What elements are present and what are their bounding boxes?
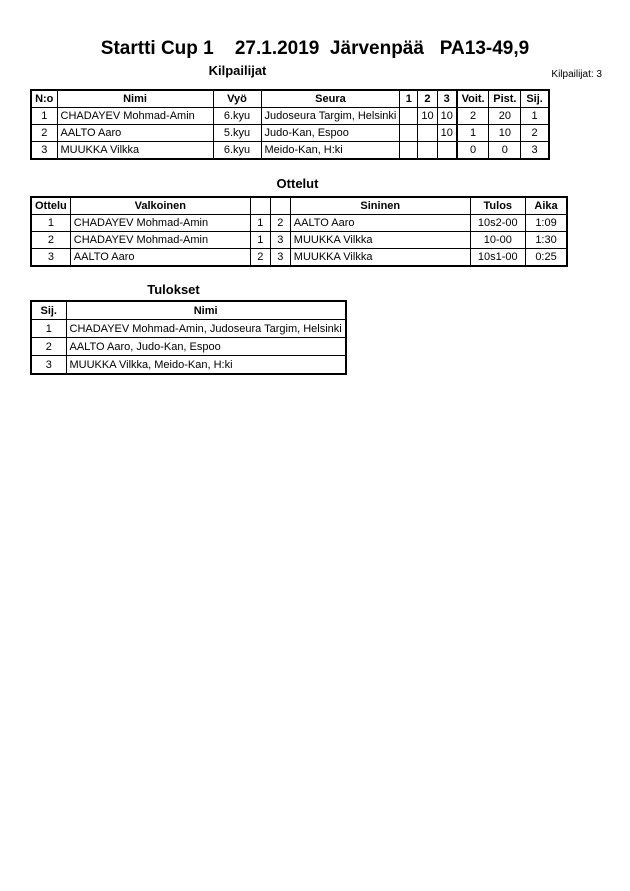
table-cell: CHADAYEV Mohmad-Amin (70, 232, 250, 249)
table-cell: MUUKKA Vilkka (290, 232, 470, 249)
table-cell: 10 (437, 125, 457, 142)
table-cell: Meido-Kan, H:ki (261, 142, 400, 160)
table-header-row (31, 90, 549, 108)
table-cell: 1 (457, 125, 489, 142)
column-header (250, 197, 270, 215)
table-cell: MUUKKA Vilkka (57, 142, 213, 160)
table-cell: Judo-Kan, Espoo (261, 125, 400, 142)
table-cell: 3 (31, 249, 70, 267)
column-header: Ottelu (31, 197, 70, 215)
table-cell: 2 (31, 125, 57, 142)
table-cell: Judoseura Targim, Helsinki (261, 108, 400, 125)
ottelut-heading: Ottelut (276, 176, 319, 191)
table-cell: 2 (521, 125, 549, 142)
table-cell (400, 125, 418, 142)
table-cell: 2 (270, 215, 290, 232)
table-row (31, 320, 346, 338)
kilpailijat-heading: Kilpailijat (208, 63, 267, 78)
column-header: 3 (437, 90, 457, 108)
table-cell: 1 (521, 108, 549, 125)
table-cell: 2 (31, 338, 66, 356)
table-cell: 2 (31, 232, 70, 249)
table-cell: CHADAYEV Mohmad-Amin (57, 108, 213, 125)
table-cell: CHADAYEV Mohmad-Amin, Judoseura Targim, Helsinki (66, 320, 346, 338)
table-cell: 5.kyu (213, 125, 261, 142)
table-cell: 20 (489, 108, 521, 125)
column-header: Voit. (457, 90, 489, 108)
table-cell: 10s2-00 (470, 215, 525, 232)
table-row (31, 108, 549, 125)
column-header: Aika (525, 197, 567, 215)
column-header: N:o (31, 90, 57, 108)
table-cell: 10s1-00 (470, 249, 525, 267)
table-cell: 10 (489, 125, 521, 142)
table-cell: 3 (31, 142, 57, 160)
table-cell: 10 (437, 108, 457, 125)
table-cell (418, 125, 437, 142)
table-cell: 10 (418, 108, 437, 125)
table-cell: CHADAYEV Mohmad-Amin (70, 215, 250, 232)
column-header: Sij. (521, 90, 549, 108)
ottelut-table (30, 196, 568, 267)
table-cell: 6.kyu (213, 142, 261, 160)
column-header: Nimi (66, 301, 346, 320)
table-cell: 3 (270, 232, 290, 249)
table-cell: 0:25 (525, 249, 567, 267)
column-header: Vyö (213, 90, 261, 108)
column-header (270, 197, 290, 215)
table-cell: AALTO Aaro (57, 125, 213, 142)
table-row (31, 125, 549, 142)
table-cell: 1:09 (525, 215, 567, 232)
table-cell (418, 142, 437, 160)
table-header-row (31, 301, 346, 320)
table-cell: AALTO Aaro, Judo-Kan, Espoo (66, 338, 346, 356)
table-cell (400, 142, 418, 160)
table-row (31, 232, 567, 249)
column-header: Sininen (290, 197, 470, 215)
column-header: Sij. (31, 301, 66, 320)
table-row (31, 338, 346, 356)
table-cell: 3 (521, 142, 549, 160)
table-cell: 1:30 (525, 232, 567, 249)
table-cell: AALTO Aaro (70, 249, 250, 267)
table-cell: 1 (250, 232, 270, 249)
table-cell (400, 108, 418, 125)
competitors-count-label: Kilpailijat: 3 (551, 69, 602, 80)
table-row (31, 142, 549, 160)
column-header: 1 (400, 90, 418, 108)
column-header: Tulos (470, 197, 525, 215)
table-cell: MUUKKA Vilkka, Meido-Kan, H:ki (66, 356, 346, 375)
table-cell: 0 (489, 142, 521, 160)
page-title: Startti Cup 1 27.1.2019 Järvenpää PA13-49,9 (100, 38, 530, 59)
table-cell: 6.kyu (213, 108, 261, 125)
table-cell: 0 (457, 142, 489, 160)
table-cell: 1 (31, 215, 70, 232)
table-cell: 1 (31, 108, 57, 125)
table-cell (437, 142, 457, 160)
column-header: Valkoinen (70, 197, 250, 215)
table-cell: 2 (250, 249, 270, 267)
table-cell: 1 (31, 320, 66, 338)
table-header-row (31, 197, 567, 215)
column-header: Pist. (489, 90, 521, 108)
table-row (31, 356, 346, 375)
column-header: Seura (261, 90, 400, 108)
table-cell: 3 (270, 249, 290, 267)
table-cell: 10-00 (470, 232, 525, 249)
table-cell: 3 (31, 356, 66, 375)
column-header: 2 (418, 90, 437, 108)
table-cell: 2 (457, 108, 489, 125)
kilpailijat-table (30, 89, 550, 160)
table-cell: 1 (250, 215, 270, 232)
tulokset-table (30, 300, 347, 375)
table-cell: AALTO Aaro (290, 215, 470, 232)
column-header: Nimi (57, 90, 213, 108)
table-row (31, 249, 567, 267)
table-row (31, 215, 567, 232)
tulokset-heading: Tulokset (147, 282, 200, 297)
table-cell: MUUKKA Vilkka (290, 249, 470, 267)
